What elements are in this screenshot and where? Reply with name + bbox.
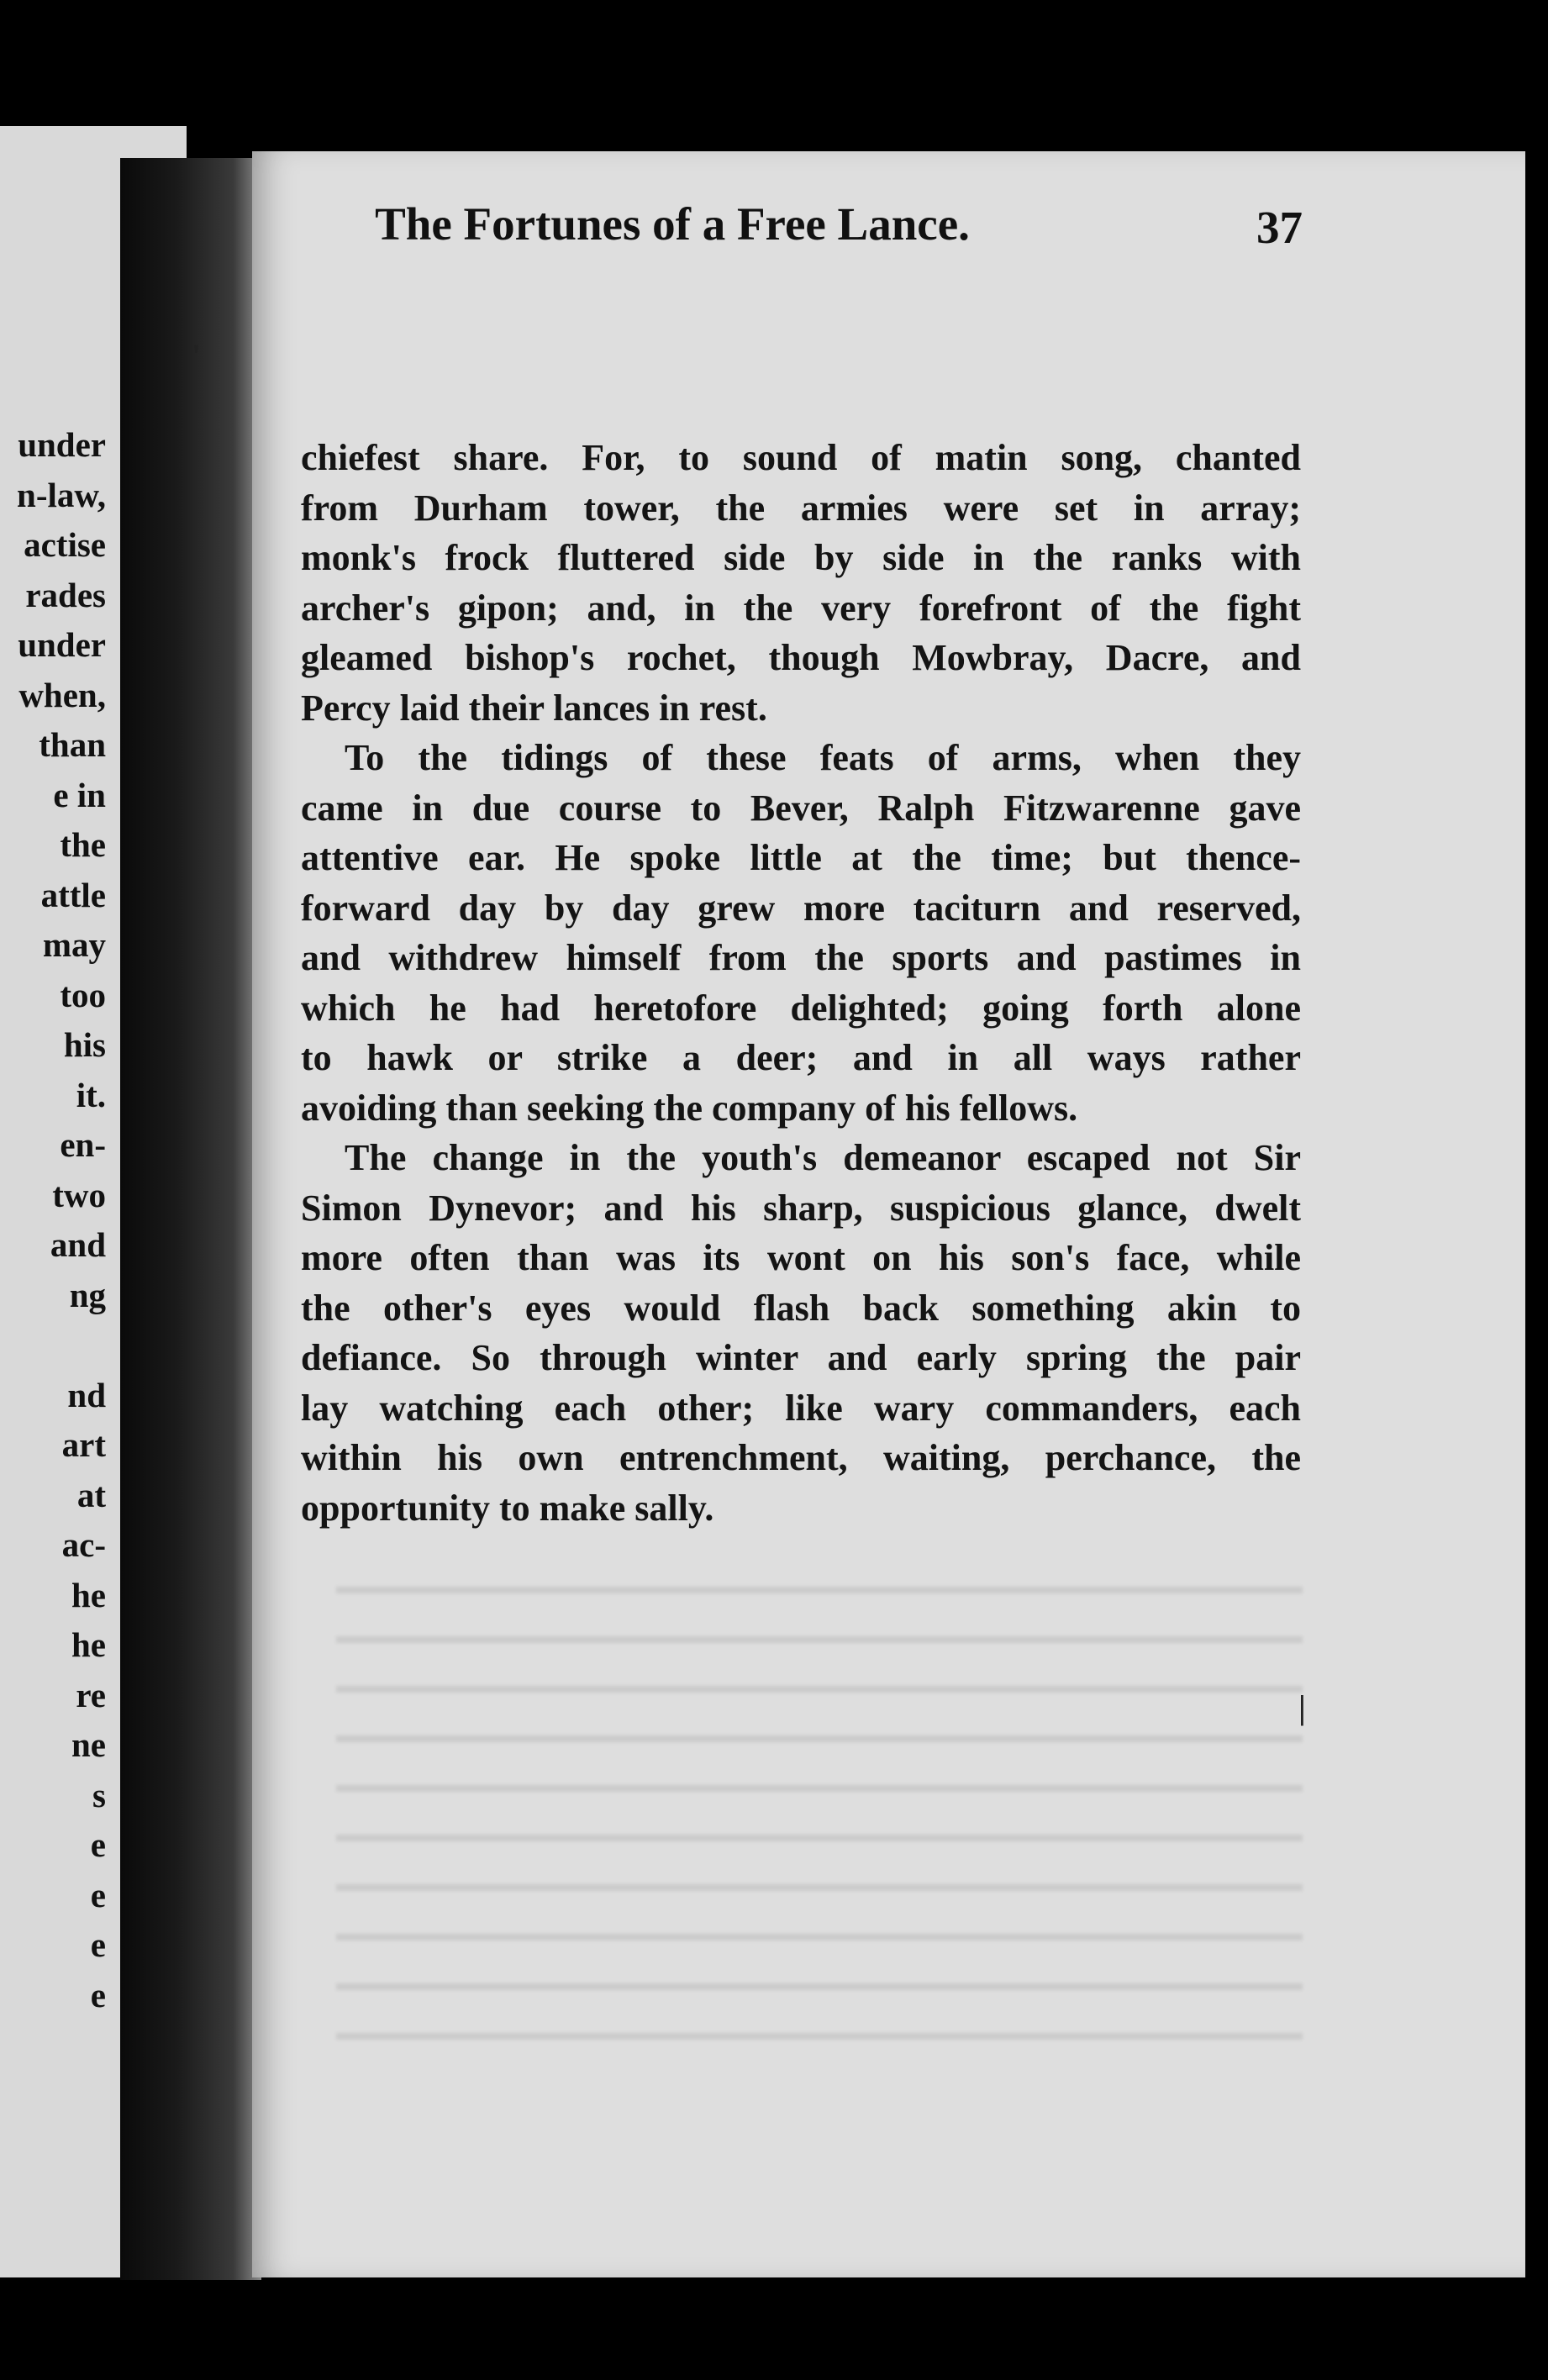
text-line: To the tidings of these feats of arms, when they bbox=[345, 737, 1301, 778]
left-page-line: and bbox=[50, 1225, 106, 1264]
left-page-line: it. bbox=[76, 1075, 106, 1114]
left-page-line: too bbox=[60, 975, 106, 1014]
left-page-line: than bbox=[39, 725, 106, 764]
text-line: more often than was its wont on his son's face, while bbox=[301, 1237, 1301, 1278]
left-page-line: ac- bbox=[61, 1525, 106, 1564]
left-page-line bbox=[0, 1320, 106, 1371]
margin-speck: ' bbox=[192, 337, 202, 375]
text-line: archer's gipon; and, in the very forefront of the fight bbox=[301, 587, 1301, 629]
left-page-line: ne bbox=[71, 1725, 106, 1764]
running-title: The Fortunes of a Free Lance. bbox=[375, 198, 970, 250]
left-page-line: n-law, bbox=[17, 475, 106, 514]
left-page-line: under bbox=[18, 425, 106, 464]
text-line: defiance. So through winter and early spring the pair bbox=[301, 1337, 1301, 1378]
left-page-line: ng bbox=[69, 1275, 106, 1314]
text-line: Percy laid their lances in rest. bbox=[301, 687, 767, 729]
left-page-line: attle bbox=[40, 875, 106, 914]
text-line: and withdrew himself from the sports and pastimes in bbox=[301, 937, 1301, 978]
text-line: chiefest share. For, to sound of matin song, chanted bbox=[301, 437, 1301, 478]
left-page-line: when, bbox=[18, 675, 106, 714]
text-line: opportunity to make sally. bbox=[301, 1487, 714, 1529]
text-line: to hawk or strike a deer; and in all ways rather bbox=[301, 1037, 1301, 1078]
text-line: forward day by day grew more taciturn and reserved, bbox=[301, 887, 1301, 929]
text-line: monk's frock fluttered side by side in the ranks with bbox=[301, 537, 1301, 578]
left-page-text-fragments bbox=[0, 420, 106, 2020]
text-line: from Durham tower, the armies were set in array; bbox=[301, 487, 1301, 529]
text-line: within his own entrenchment, waiting, perchance, the bbox=[301, 1437, 1301, 1478]
left-page-line: may bbox=[42, 925, 106, 964]
text-line: The change in the youth's demeanor escaped not Sir bbox=[345, 1137, 1301, 1178]
left-page-line: en- bbox=[60, 1125, 106, 1164]
text-line: lay watching each other; like wary commanders, each bbox=[301, 1387, 1301, 1429]
left-page-line: he bbox=[71, 1625, 106, 1664]
left-page-line: two bbox=[52, 1175, 106, 1214]
margin-speck: | bbox=[1298, 1688, 1306, 1726]
paragraph bbox=[301, 733, 1301, 1133]
left-page-line: he bbox=[71, 1575, 106, 1614]
bleed-through-texture bbox=[336, 1555, 1303, 2059]
left-page-line: e bbox=[90, 1925, 106, 1964]
text-line: the other's eyes would flash back something akin to bbox=[301, 1287, 1301, 1329]
text-line: which he had heretofore delighted; going forth alone bbox=[301, 987, 1301, 1029]
left-page-line: s bbox=[92, 1775, 106, 1814]
left-page-line: re bbox=[76, 1675, 106, 1714]
paragraph bbox=[301, 1133, 1301, 1533]
page-number: 37 bbox=[1256, 202, 1303, 253]
paragraph bbox=[301, 433, 1301, 733]
left-page-line: e bbox=[90, 1825, 106, 1864]
body-text bbox=[301, 433, 1301, 1533]
left-page-line: nd bbox=[67, 1375, 106, 1414]
book-gutter bbox=[120, 158, 261, 2280]
left-page-line: e in bbox=[53, 775, 106, 814]
left-page-line: rades bbox=[25, 575, 106, 614]
text-line: gleamed bishop's rochet, though Mowbray, Dacre, and bbox=[301, 637, 1301, 678]
text-line: came in due course to Bever, Ralph Fitzwarenne gave bbox=[301, 787, 1301, 829]
text-line: attentive ear. He spoke little at the time; but thence- bbox=[301, 837, 1301, 878]
left-page-line: actise bbox=[24, 525, 106, 564]
text-line: Simon Dynevor; and his sharp, suspicious glance, dwelt bbox=[301, 1187, 1301, 1229]
left-page-line: e bbox=[90, 1875, 106, 1914]
left-page-line: at bbox=[76, 1475, 106, 1514]
left-page-line: the bbox=[60, 825, 106, 864]
left-page-line: his bbox=[63, 1025, 106, 1064]
left-page-line: art bbox=[61, 1425, 106, 1464]
left-page-line: e bbox=[90, 1975, 106, 2014]
text-line: avoiding than seeking the company of his fellows. bbox=[301, 1087, 1078, 1129]
left-page-line: under bbox=[18, 625, 106, 664]
page-header bbox=[219, 195, 1303, 254]
